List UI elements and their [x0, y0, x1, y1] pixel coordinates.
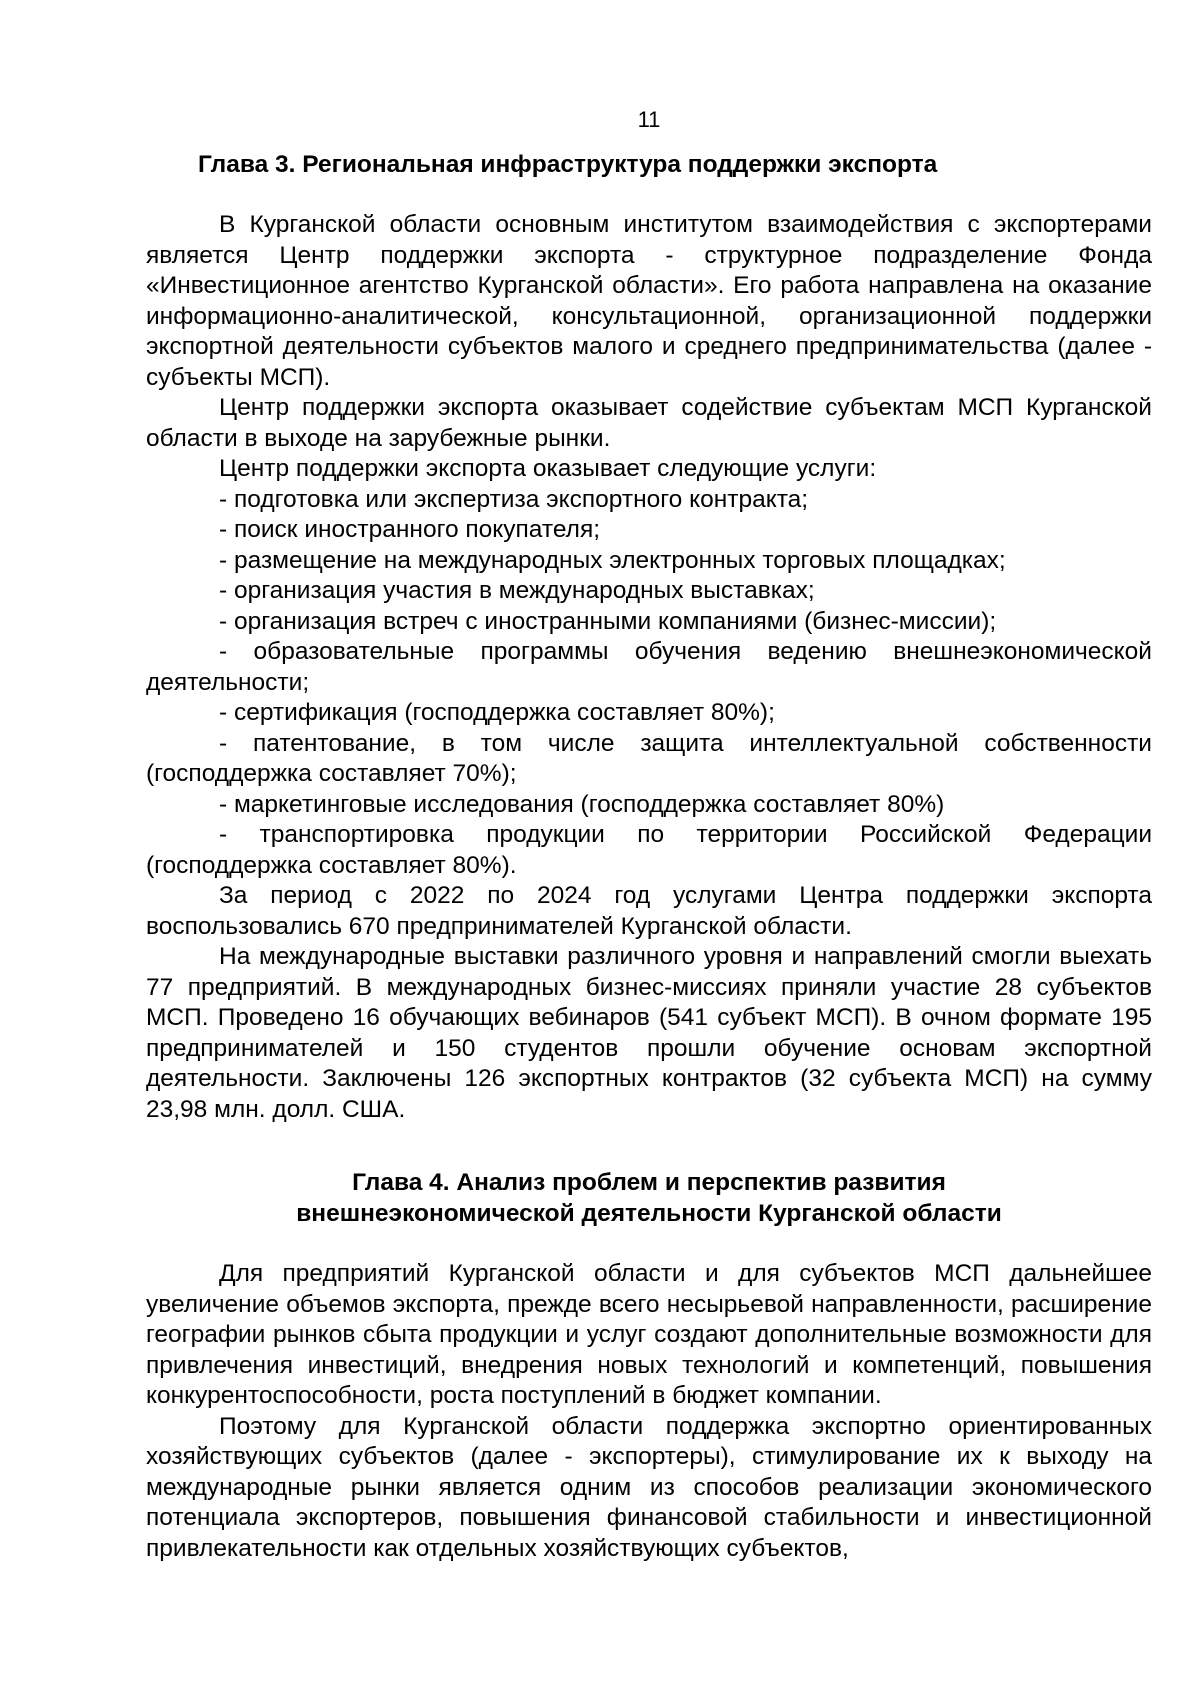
paragraph: В Курганской области основным институтом взаимодействия с экспортерами является Центр поддержки экспорта - структурное подразделение Фонда «Инвестиционное агентство Курганской области». Его работа направлена на оказание информационно-аналитической, консультационной, организационной поддержки экспортной деятельности субъектов малого и среднего предпринимательства (далее - субъекты МСП). — [146, 211, 1152, 391]
paragraph: На международные выставки различного уровня и направлений смогли выехать 77 предприятий. В международных бизнес-миссиях приняли участие 28 субъектов МСП. Проведено 16 обучающих вебинаров (541 субъект МСП). В очном формате 195 предпринимателей и 150 студентов прошли обучение основам экспортной деятельности. Заключены 126 экспортных контрактов (32 субъекта МСП) на сумму 23,98 млн. долл. США. — [146, 943, 1152, 1123]
paragraph: Поэтому для Курганской области поддержка экспортно ориентированных хозяйствующих субъектов (далее - экспортеры), стимулирование их к выходу на международные рынки является одним из способов реализации экономического потенциала экспортеров, повышения финансовой стабильности и инвестиционной привлекательности как отдельных хозяйствующих субъектов, — [146, 1412, 1152, 1562]
paragraph: Центр поддержки экспорта оказывает содействие субъектам МСП Курганской области в выходе на зарубежные рынки. — [146, 394, 1152, 452]
list-item: - поиск иностранного покупателя; — [219, 516, 601, 543]
page-number: 11 — [637, 107, 661, 132]
list-item: - организация участия в международных выставках; — [219, 577, 815, 604]
chapter-3-body — [146, 210, 1152, 1125]
chapter-4-body — [146, 1259, 1152, 1564]
chapter-4-title-line-1: Глава 4. Анализ проблем и перспектив развития — [352, 1169, 946, 1196]
paragraph: За период с 2022 по 2024 год услугами Центра поддержки экспорта воспользовались 670 предпринимателей Курганской области. — [146, 882, 1152, 940]
list-item: - образовательные программы обучения ведению внешнеэкономической деятельности; — [146, 638, 1152, 696]
paragraph: Для предприятий Курганской области и для субъектов МСП дальнейшее увеличение объемов экспорта, прежде всего несырьевой направленности, расширение географии рынков сбыта продукции и услуг создают дополнительные возможности для привлечения инвестиций, внедрения новых технологий и компетенций, повышения конкурентоспособности, роста поступлений в бюджет компании. — [146, 1260, 1152, 1409]
list-item: - сертификация (господдержка составляет 80%); — [219, 699, 775, 726]
chapter-4-title-line-2: внешнеэкономической деятельности Курганской области — [296, 1200, 1002, 1227]
list-item: - патентование, в том числе защита интеллектуальной собственности (господдержка составляет 70%); — [146, 729, 1152, 787]
paragraph: Центр поддержки экспорта оказывает следующие услуги: — [219, 455, 877, 482]
list-item: - размещение на международных электронных торговых площадках; — [219, 546, 1006, 574]
list-item: - транспортировка продукции по территории Российской Федерации (господдержка составляет 80%). — [146, 821, 1152, 879]
list-item: - организация встреч с иностранными компаниями (бизнес-миссии); — [219, 607, 997, 635]
list-item: - маркетинговые исследования (господдержка составляет 80%) — [219, 790, 945, 818]
chapter-4-title — [146, 1167, 1152, 1229]
list-item: - подготовка или экспертиза экспортного контракта; — [219, 485, 809, 513]
chapter-3-title: Глава 3. Региональная инфраструктура поддержки экспорта — [198, 151, 938, 178]
